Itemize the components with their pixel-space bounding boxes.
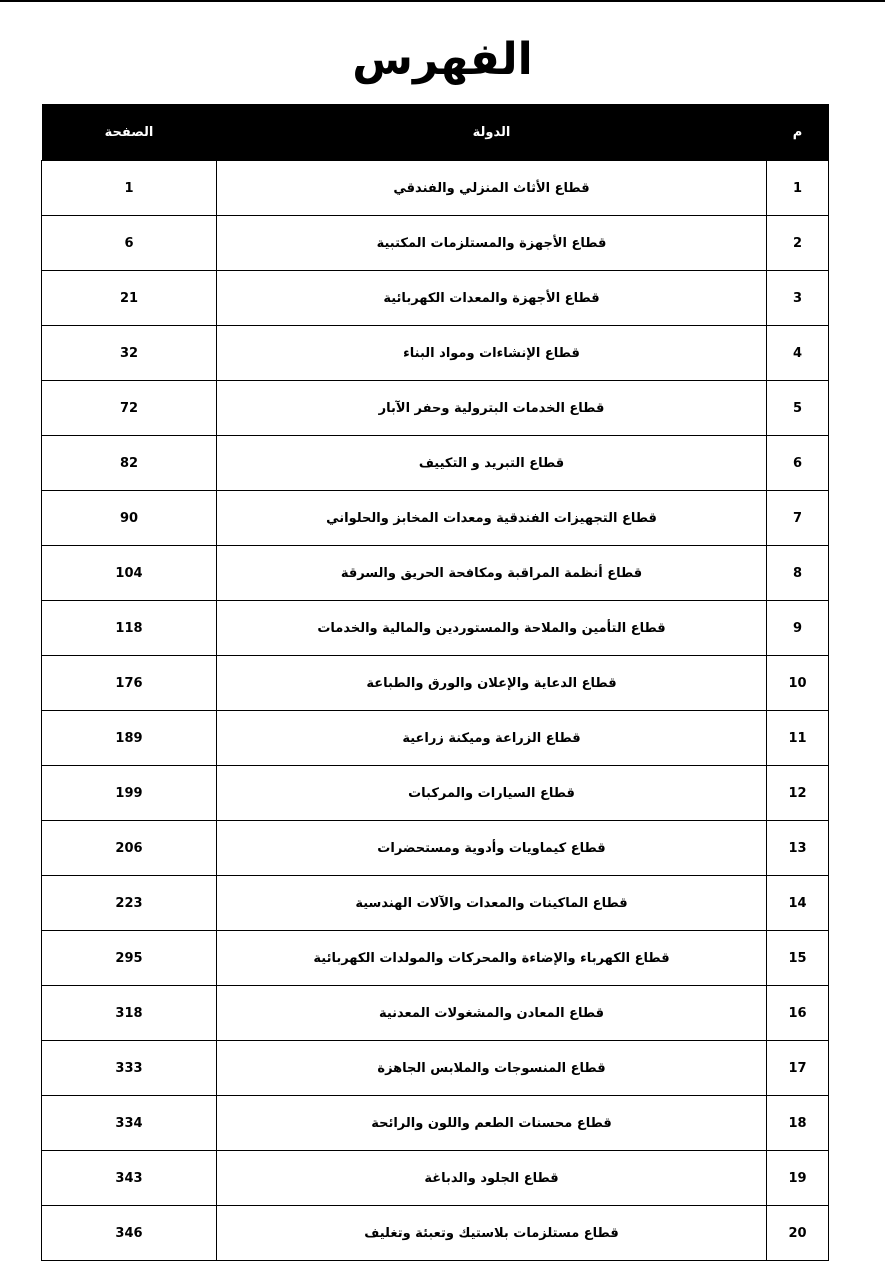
row-sector-name: قطاع كيماويات وأدوية ومستحضرات: [217, 821, 767, 876]
top-border-line: [0, 0, 885, 2]
row-page-number: 1: [42, 161, 217, 216]
table-row: [42, 986, 829, 1041]
row-page-number: 72: [42, 381, 217, 436]
row-page-number: 118: [42, 601, 217, 656]
row-sector-name: قطاع التجهيزات الفندقية ومعدات المخابز والحلواني: [217, 491, 767, 546]
row-sector-name: قطاع الأجهزة والمستلزمات المكتبية: [217, 216, 767, 271]
table-row: [42, 216, 829, 271]
index-table: [41, 104, 829, 1261]
table-row: [42, 1206, 829, 1261]
row-sector-name: قطاع الأثاث المنزلي والفندقي: [217, 161, 767, 216]
row-sector-name: قطاع الماكينات والمعدات والآلات الهندسية: [217, 876, 767, 931]
row-sector-name: قطاع مستلزمات بلاستيك وتعبئة وتغليف: [217, 1206, 767, 1261]
row-number: 5: [767, 381, 829, 436]
table-row: [42, 766, 829, 821]
row-number: 8: [767, 546, 829, 601]
table-row: [42, 601, 829, 656]
row-page-number: 82: [42, 436, 217, 491]
row-page-number: 334: [42, 1096, 217, 1151]
table-row: [42, 711, 829, 766]
row-number: 15: [767, 931, 829, 986]
row-number: 14: [767, 876, 829, 931]
row-page-number: 189: [42, 711, 217, 766]
row-sector-name: قطاع المنسوجات والملابس الجاهزة: [217, 1041, 767, 1096]
table-row: [42, 381, 829, 436]
row-page-number: 6: [42, 216, 217, 271]
row-page-number: 206: [42, 821, 217, 876]
row-number: 12: [767, 766, 829, 821]
table-row: [42, 1096, 829, 1151]
header-page: الصفحة: [42, 104, 217, 161]
row-page-number: 21: [42, 271, 217, 326]
table-row: [42, 1041, 829, 1096]
page-title: الفهرس: [352, 34, 533, 85]
row-sector-name: قطاع السيارات والمركبات: [217, 766, 767, 821]
row-number: 18: [767, 1096, 829, 1151]
row-number: 10: [767, 656, 829, 711]
row-page-number: 199: [42, 766, 217, 821]
row-number: 9: [767, 601, 829, 656]
table-header-row: [42, 104, 829, 161]
row-sector-name: قطاع الإنشاءات ومواد البناء: [217, 326, 767, 381]
row-page-number: 318: [42, 986, 217, 1041]
table-row: [42, 821, 829, 876]
row-sector-name: قطاع محسنات الطعم واللون والرائحة: [217, 1096, 767, 1151]
table-row: [42, 271, 829, 326]
row-sector-name: قطاع المعادن والمشغولات المعدنية: [217, 986, 767, 1041]
row-number: 1: [767, 161, 829, 216]
table-row: [42, 436, 829, 491]
table-row: [42, 161, 829, 216]
table-row: [42, 876, 829, 931]
row-sector-name: قطاع الجلود والدباغة: [217, 1151, 767, 1206]
header-number: م: [767, 104, 829, 161]
table-row: [42, 931, 829, 986]
row-page-number: 32: [42, 326, 217, 381]
row-number: 2: [767, 216, 829, 271]
row-page-number: 104: [42, 546, 217, 601]
row-number: 17: [767, 1041, 829, 1096]
table-row: [42, 656, 829, 711]
header-sector: الدولة: [217, 104, 767, 161]
row-page-number: 90: [42, 491, 217, 546]
row-sector-name: قطاع التأمين والملاحة والمستوردين والمالية والخدمات: [217, 601, 767, 656]
row-number: 19: [767, 1151, 829, 1206]
row-sector-name: قطاع الزراعة وميكنة زراعية: [217, 711, 767, 766]
row-number: 16: [767, 986, 829, 1041]
row-number: 4: [767, 326, 829, 381]
table-row: [42, 491, 829, 546]
row-page-number: 343: [42, 1151, 217, 1206]
table-row: [42, 326, 829, 381]
row-page-number: 223: [42, 876, 217, 931]
row-number: 13: [767, 821, 829, 876]
row-number: 20: [767, 1206, 829, 1261]
row-number: 7: [767, 491, 829, 546]
row-sector-name: قطاع الأجهزة والمعدات الكهربائية: [217, 271, 767, 326]
table-row: [42, 546, 829, 601]
table-row: [42, 1151, 829, 1206]
row-sector-name: قطاع الخدمات البترولية وحفر الآبار: [217, 381, 767, 436]
row-sector-name: قطاع أنظمة المراقبة ومكافحة الحريق والسرقة: [217, 546, 767, 601]
row-page-number: 295: [42, 931, 217, 986]
row-page-number: 176: [42, 656, 217, 711]
row-number: 6: [767, 436, 829, 491]
row-page-number: 333: [42, 1041, 217, 1096]
row-page-number: 346: [42, 1206, 217, 1261]
table-body: [42, 161, 829, 1261]
row-number: 3: [767, 271, 829, 326]
row-sector-name: قطاع التبريد و التكييف: [217, 436, 767, 491]
row-sector-name: قطاع الكهرباء والإضاءة والمحركات والمولدات الكهربائية: [217, 931, 767, 986]
row-number: 11: [767, 711, 829, 766]
row-sector-name: قطاع الدعاية والإعلان والورق والطباعة: [217, 656, 767, 711]
